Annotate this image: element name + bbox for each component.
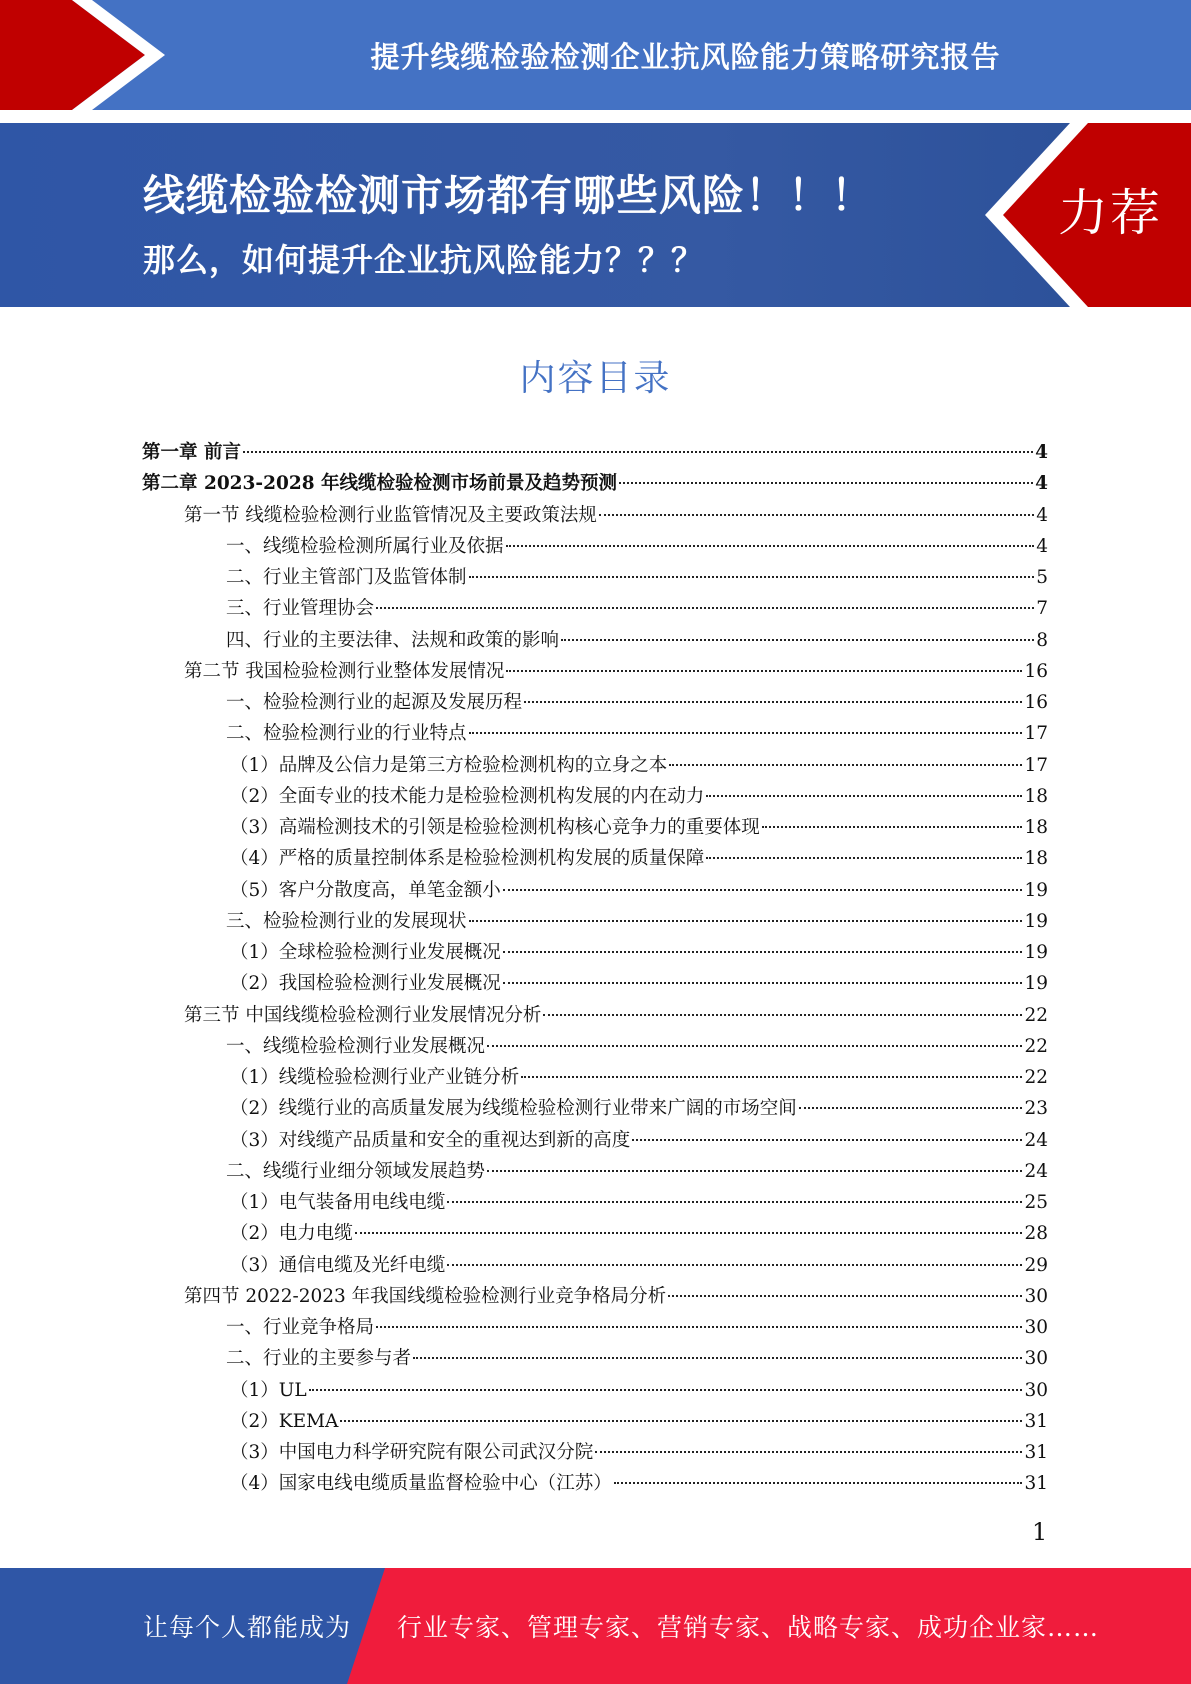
toc-entry-page: 19 <box>1024 879 1048 901</box>
toc-entry-text: 第四节 2022-2023 年我国线缆检验检测行业竞争格局分析 <box>184 1285 667 1307</box>
toc-entry[interactable] <box>142 1406 1048 1437</box>
hero-headline: 线缆检验检测市场都有哪些风险！！！ <box>143 171 875 220</box>
toc-entry[interactable] <box>142 625 1048 656</box>
report-title: 提升线缆检验检测企业抗风险能力策略研究报告 <box>370 39 1001 74</box>
toc-entry[interactable] <box>142 968 1048 999</box>
toc-dot-leader <box>619 482 1033 484</box>
toc-dot-leader <box>543 1014 1022 1016</box>
toc-dot-leader <box>595 1451 1022 1453</box>
page-number: 1 <box>1032 1518 1048 1546</box>
toc-dot-leader <box>487 1170 1022 1172</box>
toc-entry[interactable] <box>142 812 1048 843</box>
toc-entry-text: （1）全球检验检测行业发展概况 <box>230 942 501 963</box>
toc-entry-text: （2）线缆行业的高质量发展为线缆检验检测行业带来广阔的市场空间 <box>230 1098 797 1120</box>
toc-entry[interactable] <box>142 1250 1048 1281</box>
toc-entry[interactable] <box>142 593 1048 624</box>
toc-entry-page: 22 <box>1024 1004 1048 1026</box>
toc-entry-page: 4 <box>1036 535 1048 557</box>
toc-entry-text: （3）中国电力科学研究院有限公司武汉分院 <box>230 1442 594 1463</box>
toc-entry-text: （2）电力电缆 <box>230 1223 353 1245</box>
toc-dot-leader <box>376 1326 1022 1328</box>
hero-banner <box>0 123 1191 307</box>
toc-dot-leader <box>503 982 1023 984</box>
toc-entry[interactable] <box>142 1281 1048 1312</box>
toc-entry[interactable] <box>142 531 1048 562</box>
toc-dot-leader <box>668 1295 1022 1297</box>
toc-entry-text: 二、行业主管部门及监管体制 <box>226 567 467 588</box>
toc-dot-leader <box>447 1201 1022 1203</box>
toc-entry[interactable] <box>142 781 1048 812</box>
toc-entry-page: 31 <box>1024 1410 1048 1432</box>
toc-entry[interactable] <box>142 875 1048 906</box>
toc-entry[interactable] <box>142 1125 1048 1156</box>
toc-dot-leader <box>413 1357 1022 1359</box>
toc-entry[interactable] <box>142 1375 1048 1406</box>
toc-entry-text: （2）全面专业的技术能力是检验检测机构发展的内在动力 <box>230 785 705 807</box>
toc-entry-page: 30 <box>1024 1348 1048 1370</box>
toc-entry-text: 第二章 2023-2028 年线缆检验检测市场前景及趋势预测 <box>142 473 618 495</box>
toc-entry-text: 四、行业的主要法律、法规和政策的影响 <box>226 629 560 651</box>
toc-entry-text: （1）线缆检验检测行业产业链分析 <box>230 1067 520 1088</box>
toc-entry-text: 第一节 线缆检验检测行业监管情况及主要政策法规 <box>184 504 597 526</box>
toc-entry-page: 24 <box>1024 1129 1048 1151</box>
toc-dot-leader <box>799 1107 1023 1109</box>
toc-entry-page: 19 <box>1024 942 1048 963</box>
toc-entry[interactable] <box>142 656 1048 687</box>
toc-entry-text: （2）KEMA <box>230 1410 339 1432</box>
toc-entry[interactable] <box>142 1000 1048 1031</box>
toc-entry-page: 25 <box>1024 1192 1048 1213</box>
toc-entry[interactable] <box>142 562 1048 593</box>
toc-dot-leader <box>614 1482 1023 1484</box>
toc-dot-leader <box>469 576 1035 578</box>
toc-dot-leader <box>340 1420 1022 1422</box>
toc-entry-text: 第二节 我国检验检测行业整体发展情况 <box>184 660 505 682</box>
toc-entry-page: 19 <box>1024 973 1048 995</box>
toc-dot-leader <box>599 514 1034 516</box>
toc-entry-text: （5）客户分散度高，单笔金额小 <box>230 879 501 901</box>
toc-entry[interactable] <box>142 1187 1048 1218</box>
toc-dot-leader <box>706 795 1022 797</box>
toc-entry[interactable] <box>142 1062 1048 1093</box>
toc-dot-leader <box>561 639 1034 641</box>
toc-dot-leader <box>309 1389 1023 1391</box>
toc-entry-page: 16 <box>1024 692 1048 713</box>
toc-entry-page: 8 <box>1036 629 1048 651</box>
toc-entry-text: （1）品牌及公信力是第三方检验检测机构的立身之本 <box>230 754 668 776</box>
toc-entry-text: 三、检验检测行业的发展现状 <box>226 910 467 932</box>
toc-entry-text: 一、检验检测行业的起源及发展历程 <box>226 692 523 713</box>
toc-dot-leader <box>524 701 1022 703</box>
toc-entry-page: 30 <box>1024 1379 1048 1401</box>
toc-entry-text: （3）通信电缆及光纤电缆 <box>230 1254 446 1276</box>
footer-slogan-right: 行业专家、管理专家、营销专家、战略专家、成功企业家…… <box>397 1613 1100 1642</box>
toc-dot-leader <box>447 1264 1022 1266</box>
toc-entry[interactable] <box>142 1031 1048 1062</box>
toc-dot-leader <box>669 764 1022 766</box>
toc-entry-page: 22 <box>1024 1035 1048 1057</box>
toc-dot-leader <box>355 1232 1023 1234</box>
toc-entry-text: （1）UL <box>230 1379 307 1401</box>
toc-dot-leader <box>376 607 1034 609</box>
toc-entry-text: 二、行业的主要参与者 <box>226 1348 412 1370</box>
toc-entry-page: 31 <box>1024 1442 1048 1463</box>
toc-entry-text: 一、线缆检验检测行业发展概况 <box>226 1035 486 1057</box>
footer-band <box>0 1568 1191 1684</box>
toc-entry-page: 4 <box>1035 442 1048 463</box>
toc-entry-text: 第一章 前言 <box>142 442 241 463</box>
toc-dot-leader <box>506 545 1035 547</box>
footer-slogan-left: 让每个人都能成为 <box>143 1613 352 1642</box>
toc-entry-page: 17 <box>1024 723 1048 745</box>
table-of-contents <box>142 437 1048 1500</box>
toc-entry-text: （2）我国检验检测行业发展概况 <box>230 973 501 995</box>
toc-entry[interactable] <box>142 718 1048 749</box>
toc-entry[interactable] <box>142 1468 1048 1499</box>
toc-entry-page: 18 <box>1024 817 1048 838</box>
toc-entry[interactable] <box>142 1343 1048 1374</box>
toc-dot-leader <box>243 451 1033 453</box>
header-arrow-decoration <box>0 0 180 110</box>
toc-dot-leader <box>762 826 1023 828</box>
toc-entry-text: （1）电气装备用电线电缆 <box>230 1192 446 1213</box>
toc-entry-page: 28 <box>1024 1223 1048 1245</box>
toc-entry[interactable] <box>142 1093 1048 1124</box>
toc-entry[interactable] <box>142 843 1048 874</box>
toc-entry-page: 19 <box>1024 910 1048 932</box>
toc-entry-page: 30 <box>1024 1285 1048 1307</box>
toc-entry-page: 4 <box>1035 473 1048 495</box>
toc-entry-page: 5 <box>1036 567 1048 588</box>
toc-entry-page: 23 <box>1024 1098 1048 1120</box>
toc-entry-page: 31 <box>1024 1473 1048 1495</box>
toc-entry-page: 30 <box>1024 1317 1048 1338</box>
recommend-badge: 力荐 <box>1058 184 1162 242</box>
header-band <box>0 0 1191 110</box>
toc-title: 内容目录 <box>519 358 672 399</box>
toc-entry[interactable] <box>142 437 1048 468</box>
toc-entry[interactable] <box>142 1312 1048 1343</box>
toc-entry-text: （4）严格的质量控制体系是检验检测机构发展的质量保障 <box>230 848 705 870</box>
toc-dot-leader <box>469 732 1023 734</box>
toc-entry-page: 4 <box>1036 504 1048 526</box>
toc-entry-page: 16 <box>1024 660 1048 682</box>
toc-dot-leader <box>503 951 1023 953</box>
toc-entry-text: 一、行业竞争格局 <box>226 1317 375 1338</box>
toc-dot-leader <box>503 889 1023 891</box>
toc-entry[interactable] <box>142 906 1048 937</box>
toc-entry-page: 24 <box>1024 1160 1048 1182</box>
toc-entry-page: 7 <box>1036 598 1048 620</box>
toc-entry-text: 三、行业管理协会 <box>226 598 375 620</box>
toc-entry[interactable] <box>142 468 1048 499</box>
toc-entry[interactable] <box>142 687 1048 718</box>
toc-entry-page: 18 <box>1024 848 1048 870</box>
toc-entry-page: 29 <box>1024 1254 1048 1276</box>
toc-entry[interactable] <box>142 1437 1048 1468</box>
toc-entry-text: 二、线缆行业细分领域发展趋势 <box>226 1160 486 1182</box>
toc-entry-text: 第三节 中国线缆检验检测行业发展情况分析 <box>184 1004 542 1026</box>
toc-entry-text: （4）国家电线电缆质量监督检验中心（江苏） <box>230 1473 612 1495</box>
toc-entry-page: 18 <box>1024 785 1048 807</box>
toc-entry[interactable] <box>142 937 1048 968</box>
toc-dot-leader <box>506 670 1022 672</box>
toc-entry-page: 22 <box>1024 1067 1048 1088</box>
toc-entry-page: 17 <box>1024 754 1048 776</box>
toc-entry-text: （3）对线缆产品质量和安全的重视达到新的高度 <box>230 1129 631 1151</box>
toc-entry[interactable] <box>142 1156 1048 1187</box>
toc-entry[interactable] <box>142 500 1048 531</box>
hero-subheadline: 那么，如何提升企业抗风险能力？？？ <box>143 241 705 279</box>
toc-entry[interactable] <box>142 1218 1048 1249</box>
toc-entry[interactable] <box>142 750 1048 781</box>
toc-dot-leader <box>632 1139 1022 1141</box>
toc-dot-leader <box>469 920 1023 922</box>
toc-entry-text: 一、线缆检验检测所属行业及依据 <box>226 535 504 557</box>
toc-dot-leader <box>706 857 1022 859</box>
toc-dot-leader <box>521 1076 1022 1078</box>
toc-dot-leader <box>487 1045 1022 1047</box>
toc-entry-text: （3）高端检测技术的引领是检验检测机构核心竞争力的重要体现 <box>230 817 760 838</box>
toc-entry-text: 二、检验检测行业的行业特点 <box>226 723 467 745</box>
